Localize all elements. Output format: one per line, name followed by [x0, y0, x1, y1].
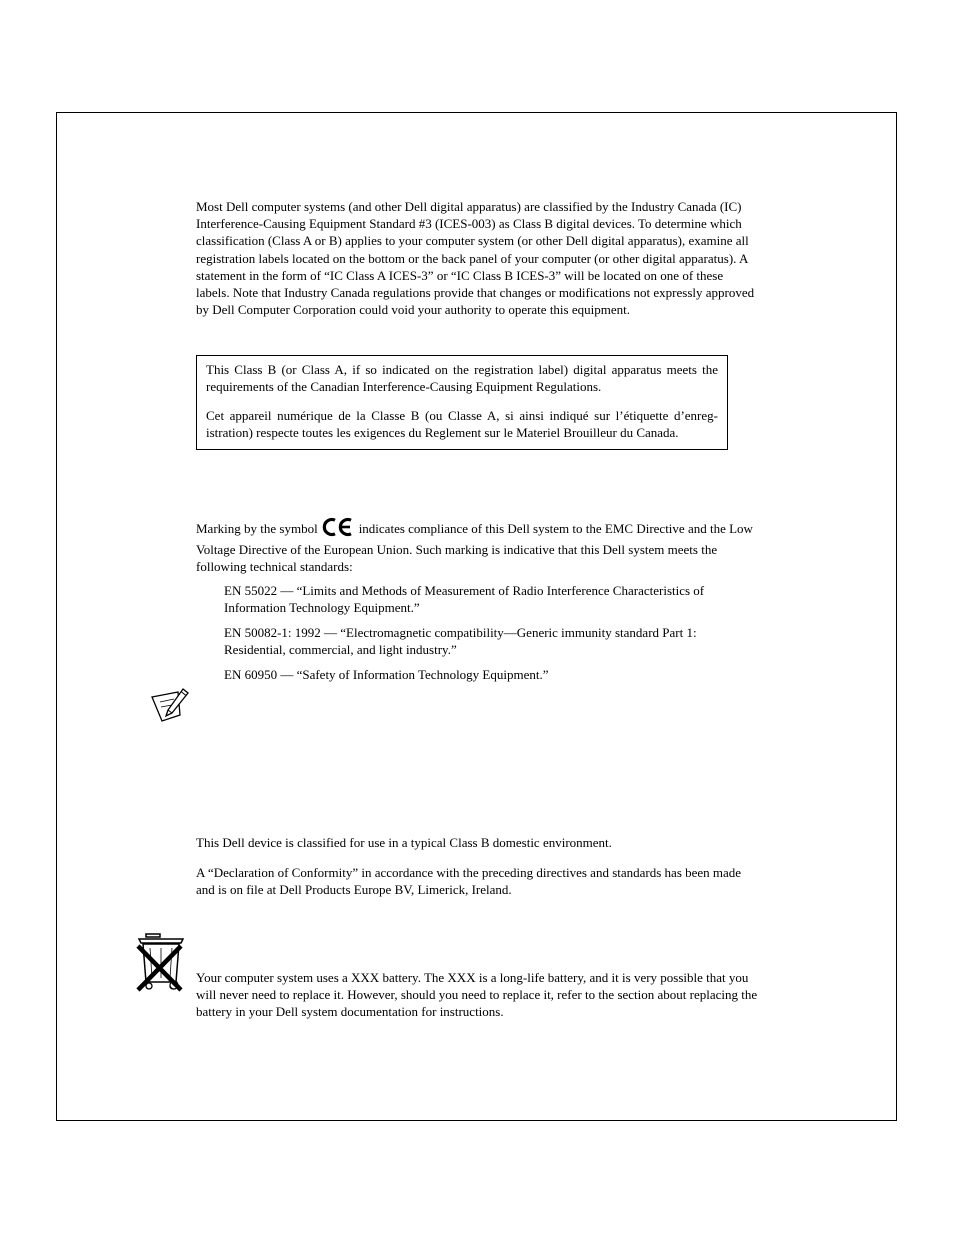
battery-disposal-bin-icon — [136, 932, 186, 999]
ce-text-before: Marking by the symbol — [196, 521, 318, 536]
standard-en50082: EN 50082-1: 1992 — “Electromagnetic compatibility—Generic immunity standard Part 1: Residential, commercial, and light industry.” — [224, 625, 697, 658]
standard-en60950: EN 60950 — “Safety of Information Technology Equipment.” — [224, 667, 549, 682]
notice-french: Cet appareil numérique de la Classe B (ou Classe A, si ainsi indiqué sur l’étiquette d’enregistration) respecte toutes les exigences du Reglement sur le Materiel Brouilleur du Canada. — [206, 408, 718, 441]
note-pencil-icon — [150, 685, 190, 730]
notice-english: This Class B (or Class A, if so indicated on the registration label) digital apparatus meets the requirements of the Canadian Interference-Causing Equipment Regulations. — [206, 362, 718, 395]
ce-mark-icon — [321, 517, 353, 541]
canada-notice-box — [196, 355, 728, 450]
declaration-of-conformity: A “Declaration of Conformity” in accordance with the preceding directives and standards has been made and is on file at Dell Products Europe BV, Limerick, Ireland. — [196, 865, 742, 898]
ices-paragraph: Most Dell computer systems (and other Dell digital apparatus) are classified by the Industry Canada (IC) Interference-Causing Equipment Standard #3 (ICES-003) as Class B digital devices. To determine which classification (Class A or B) applies to your computer system (or other Dell digital apparatus), examine all registration labels located on the bottom or the back panel of your computer (or other digital apparatus). A statement in the form of “IC Class A ICES-3” or “IC Class B ICES-3” will be located on one of these labels. Note that Industry Canada regulations provide that changes or modifications not expressly approved by Dell Computer Corporation could void your authority to operate this equipment. — [196, 199, 755, 318]
ce-marking-paragraph — [196, 517, 758, 576]
standard-en55022: EN 55022 — “Limits and Methods of Measurement of Radio Interference Characteristics of Information Technology Equipment.” — [224, 583, 705, 616]
ce-text-after: indicates compliance of this Dell system to the EMC Directive and the Low Voltage Directive of the European Union. Such marking is indicative that this Dell system meets the following technical standards: — [196, 521, 753, 575]
battery-paragraph: Your computer system uses a XXX battery. The XXX is a long-life battery, and it is very possible that you will never need to replace it. However, should you need to replace it, refer to the section about replacing the battery in your Dell system documentation for instructions. — [196, 970, 758, 1020]
class-b-statement: This Dell device is classified for use in a typical Class B domestic environment. — [196, 835, 612, 850]
